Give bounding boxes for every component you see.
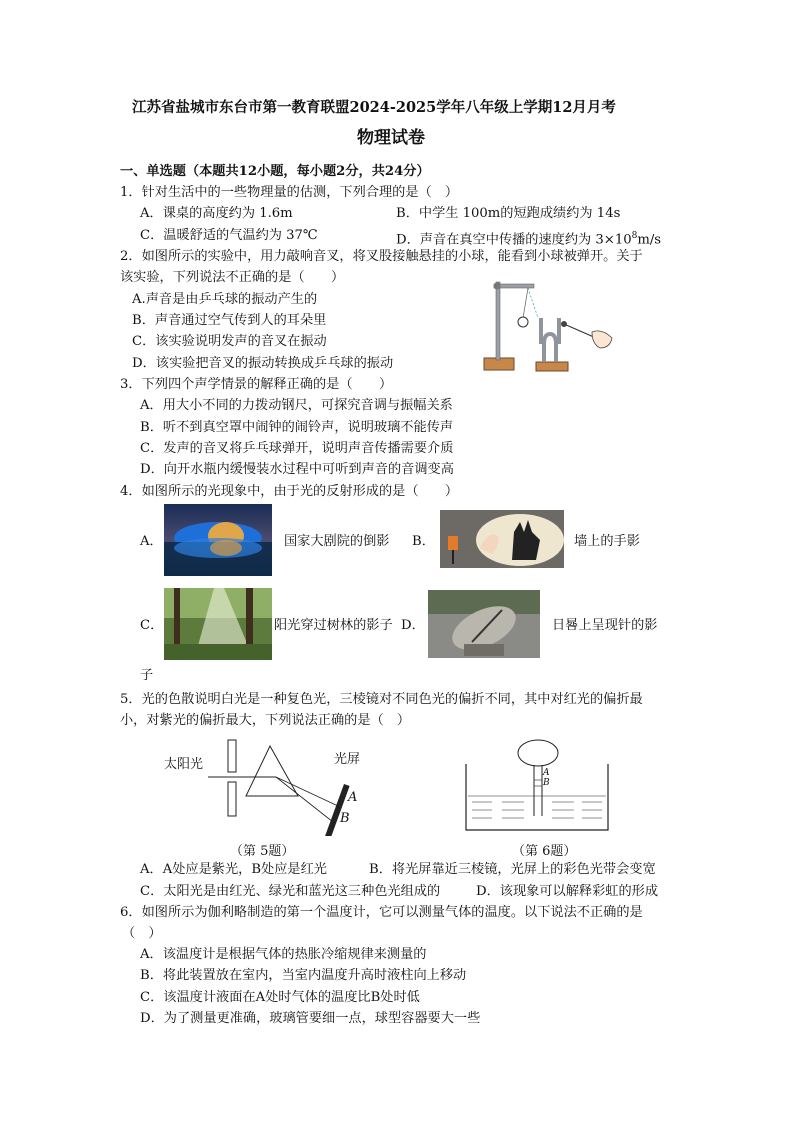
- q4-option-b-label: B．: [412, 534, 435, 549]
- fig6-b-label: B: [543, 778, 550, 788]
- fig5-caption: （第 5题）: [230, 844, 295, 859]
- q5-option-a: A．A处应是紫光，B处应是红光: [140, 862, 327, 877]
- q6-stem-line2: （ ）: [122, 926, 162, 941]
- q6-option-d: D．为了测量更准确，玻璃管要细一点，球型容器要大一些: [140, 1011, 481, 1026]
- q4-option-c-label: C．: [140, 618, 164, 633]
- q5-option-b: B．将光屏靠近三棱镜，光屏上的彩色光带会变宽: [369, 862, 656, 877]
- q6-option-b: B．将此装置放在室内，当室内温度升高时液柱向上移动: [140, 968, 467, 983]
- tuning-fork: [544, 334, 556, 362]
- q5-stem-line2: 小，对紫光的偏折最大，下列说法正确的是（ ）: [120, 713, 411, 728]
- fig6-caption: （第 6题）: [512, 844, 577, 859]
- forest-sunlight-photo: [164, 588, 272, 660]
- q1-option-a: A．课桌的高度约为 1.6m: [140, 206, 293, 221]
- q2-option-b: B．声音通过空气传到人的耳朵里: [132, 313, 327, 328]
- resonance-box: [536, 362, 568, 371]
- q6-option-c: C．该温度计液面在A处时气体的温度比B处时低: [140, 990, 420, 1005]
- exam-title: 江苏省盐城市东台市第一教育联盟2024-2025学年八年级上学期12月月考: [132, 99, 616, 116]
- q1-option-c: C．温暖舒适的气温约为 37℃: [140, 228, 318, 243]
- water-lines: [468, 780, 606, 818]
- q2-option-d: D．该实验把音叉的振动转换成乒乓球的振动: [132, 356, 394, 371]
- mallet-head: [561, 321, 567, 327]
- q5-option-d: D．该现象可以解释彩虹的形成: [476, 884, 659, 899]
- q1-option-d-text: D．声音在真空中传播的速度约为 3×10: [396, 232, 632, 248]
- q2-stem-line1: 2．如图所示的实验中，用力敲响音叉，将叉股接触悬挂的小球，能看到小球被弹开。关于: [120, 249, 643, 264]
- fig6-a-label: A: [543, 768, 550, 778]
- hand-icon: [592, 331, 612, 348]
- opera-house-photo: [164, 504, 272, 576]
- fig5-sun-label: 太阳光: [164, 757, 204, 772]
- water-vessel: [466, 764, 608, 830]
- tuning-fork-figure: [478, 278, 618, 374]
- q4-option-d-label: D．: [401, 618, 425, 633]
- q2-stem-line2: 该实验，下列说法不正确的是（ ）: [120, 270, 345, 285]
- thread: [528, 288, 538, 318]
- q3-stem: 3．下列四个声学情景的解释正确的是（ ）: [120, 377, 393, 392]
- slit-top: [228, 740, 236, 772]
- q3-option-c: C．发声的音叉将乒乓球弹开，说明声音传播需要介质: [140, 441, 454, 456]
- sundial-photo: [428, 590, 540, 658]
- q3-option-b: B．听不到真空罩中闹钟的闹铃声，说明玻璃不能传声: [140, 420, 454, 435]
- q5-option-c: C．太阳光是由红光、绿光和蓝光这三种色光组成的: [140, 884, 441, 899]
- stand-pole: [496, 282, 500, 360]
- q4-option-a-label: A．: [140, 534, 163, 549]
- fig5-a-label: A: [348, 790, 358, 805]
- fig5-screen-label: 光屏: [334, 752, 361, 767]
- q1-option-d-unit: m/s: [637, 232, 662, 248]
- light-screen: [313, 784, 349, 836]
- q2-option-c: C．该实验说明发声的音叉在振动: [132, 334, 327, 349]
- q4-stem: 4．如图所示的光现象中，由于光的反射形成的是（ ）: [120, 484, 459, 499]
- hand-shadow-photo: [440, 510, 564, 568]
- q4-option-b-text: 墙上的手影: [574, 534, 640, 549]
- q4-option-d-text: 日晷上呈现针的影: [552, 618, 658, 633]
- galileo-thermometer-figure: [462, 736, 612, 832]
- q1-option-d-exponent: 8: [631, 231, 638, 241]
- q3-option-a: A．用大小不同的力拨动钢尺，可探究音调与振幅关系: [140, 398, 453, 413]
- q6-stem-line1: 6．如图所示为伽利略制造的第一个温度计，它可以测量气体的温度。以下说法不正确的是: [120, 905, 643, 920]
- q3-option-d: D．向开水瓶内缓慢装水过程中可听到声音的音调变高: [140, 462, 454, 477]
- exam-subtitle: 物理试卷: [357, 128, 425, 148]
- ping-pong-ball: [518, 317, 528, 327]
- q4-option-d-tail: 子: [140, 668, 154, 683]
- q5-stem-line1: 5．光的色散说明白光是一种复色光，三棱镜对不同色光的偏折不同，其中对红光的偏折最: [120, 692, 643, 707]
- slit-bottom: [228, 782, 236, 816]
- thread-rest: [523, 288, 528, 318]
- q4-option-c-text: 阳光穿过树林的影子: [274, 618, 393, 633]
- fig5-b-label: B: [340, 811, 350, 826]
- section-heading: 一、单选题（本题共12小题，每小题2分，共24分）: [120, 164, 430, 179]
- mallet-handle: [564, 324, 596, 338]
- q2-option-a: A.声音是由乒乓球的振动产生的: [132, 292, 318, 307]
- clamp-icon: [494, 283, 501, 290]
- glass-bulb: [518, 740, 558, 766]
- q6-option-a: A．该温度计是根据气体的热胀冷缩规律来测量的: [140, 947, 427, 962]
- q1-option-b: B．中学生 100m的短跑成绩约为 14s: [396, 206, 621, 221]
- q1-stem: 1．针对生活中的一些物理量的估测，下列合理的是（ ）: [120, 185, 459, 200]
- q4-option-a-text: 国家大剧院的倒影: [284, 534, 390, 549]
